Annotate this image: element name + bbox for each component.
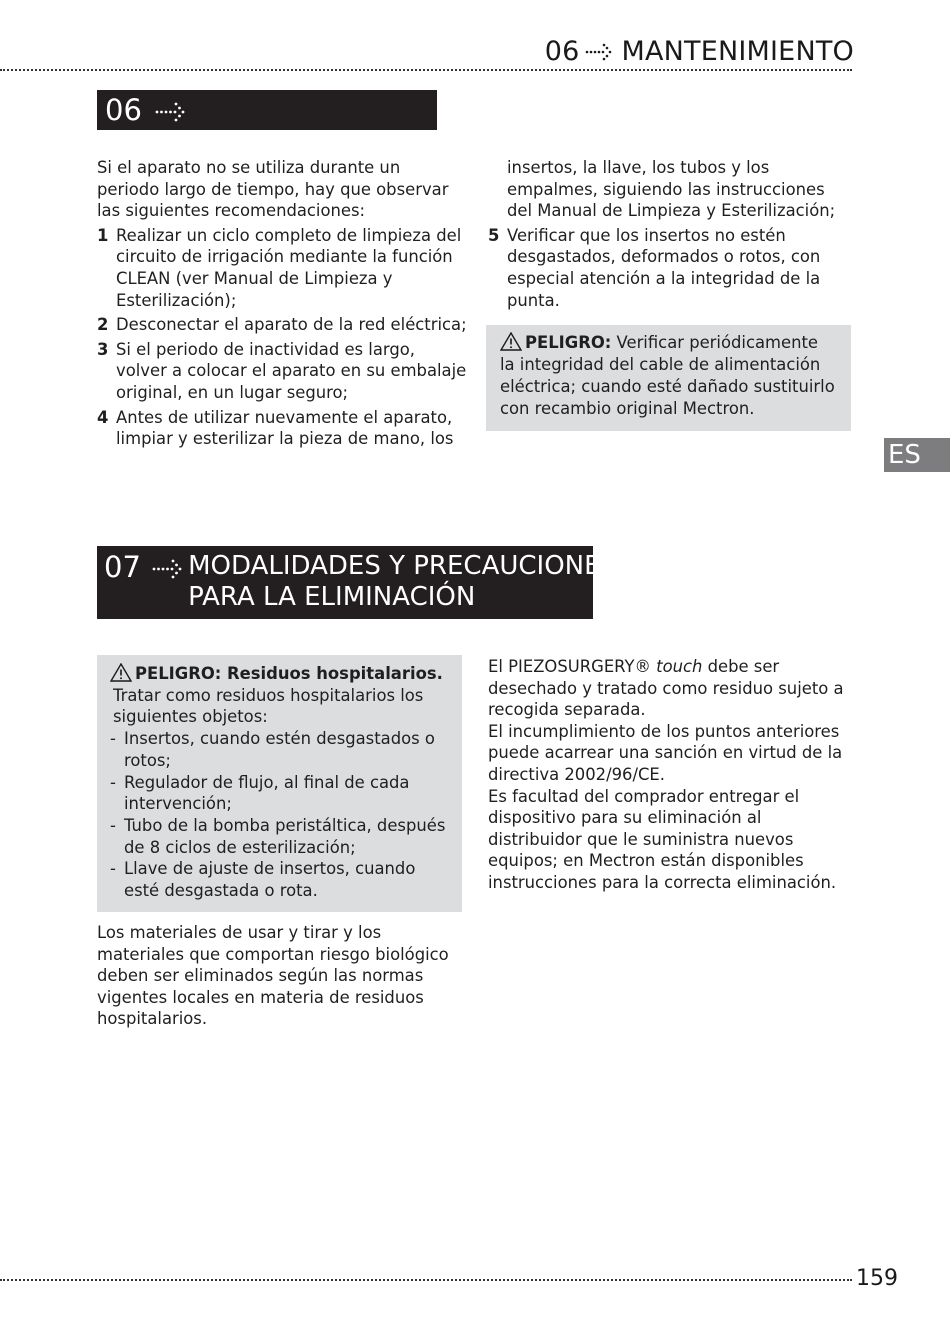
section-06-number: 06: [105, 93, 142, 127]
list-item: - Insertos, cuando estén desgastados o rotos;: [110, 728, 449, 771]
section-06-banner: [97, 90, 437, 159]
running-head: [545, 36, 854, 67]
section-06-left-column: [97, 157, 467, 453]
list-item: 5 Verificar que los insertos no estén desgastados, deformados o rotos, con especial atención a la integridad de la punta.: [488, 225, 821, 310]
paragraph: El PIEZOSURGERY® touch debe ser desechado y tratado como residuo sujeto a recogida separada.: [488, 657, 844, 720]
list-item: 1 Realizar un ciclo completo de limpieza del circuito de irrigación mediante la función CLEAN (ver Manual de Limpieza y Esterilización);: [97, 225, 462, 310]
warning-triangle-icon: [500, 332, 522, 351]
section-07-title-line-1: MODALIDADES Y PRECAUCIONES: [188, 551, 618, 581]
section-07-number: 07: [104, 550, 141, 584]
warning-label: PELIGRO:: [525, 333, 612, 352]
warning-box-hospital-waste: [97, 655, 462, 912]
section-06-title: MANTENIMIENTO: [105, 125, 352, 159]
section-06-right-column: [488, 157, 850, 314]
step-4-continuation: insertos, la llave, los tubos y los empalmes, siguiendo las instrucciones del Manual de Limpieza y Esterilización;: [507, 158, 836, 221]
list-item: 4 Antes de utilizar nuevamente el aparato, limpiar y esterilizar la pieza de mano, los: [97, 407, 454, 449]
list-item: - Regulador de flujo, al final de cada intervención;: [110, 772, 449, 815]
list-item: 3 Si el periodo de inactividad es largo, volver a colocar el aparato en su embalaje original, en un lugar seguro;: [97, 339, 467, 402]
section-07-right-column: [488, 656, 850, 894]
warning-triangle-icon: [110, 663, 132, 682]
section-07-title-line-2: PARA LA ELIMINACIÓN: [188, 582, 476, 612]
maintenance-steps-continued: [488, 225, 850, 311]
page-number: 159: [856, 1266, 898, 1291]
list-item: 2 Desconectar el aparato de la red eléctrica;: [97, 315, 467, 335]
paragraph: El incumplimiento de los puntos anteriores puede acarrear una sanción en virtud de la directiva 2002/96/CE.: [488, 721, 843, 784]
maintenance-steps: [97, 225, 467, 450]
language-tab: ES: [884, 438, 950, 472]
warning-intro: Tratar como residuos hospitalarios los siguientes objetos:: [113, 685, 424, 727]
running-head-number: 06: [544, 36, 580, 67]
warning-text: Verificar periódicamente la integridad del cable de alimentación eléctrica; cuando esté dañado sustituirlo con recambio original Mectron.: [500, 333, 835, 418]
list-item: - Llave de ajuste de insertos, cuando esté desgastada o rota.: [110, 858, 449, 901]
dotted-arrow-icon: [585, 41, 615, 63]
footer-rule: [0, 1279, 852, 1281]
list-item: - Tubo de la bomba peristáltica, después de 8 ciclos de esterilización;: [110, 815, 449, 858]
paragraph: Es facultad del comprador entregar el dispositivo para su eliminación al distribuidor que le suministra nuevos equipos; en Mectron están disponibles instrucciones para la correcta eliminación.: [488, 786, 837, 892]
warning-box-power-cable: [486, 325, 851, 431]
hospital-waste-list: [110, 728, 449, 902]
dotted-arrow-icon: [155, 99, 189, 125]
dotted-arrow-icon: [152, 556, 186, 582]
section-07-banner: [97, 546, 618, 619]
disposal-paragraph: Los materiales de usar y tirar y los materiales que comportan riesgo biológico deben ser eliminados según las normas vigentes locales en materia de residuos hospitalarios.: [97, 923, 449, 1029]
section-06-intro: Si el aparato no se utiliza durante un periodo largo de tiempo, hay que observar las siguientes recomendaciones:: [97, 158, 449, 221]
warning-label: PELIGRO: Residuos hospitalarios.: [135, 664, 443, 683]
header-rule: [0, 69, 852, 71]
running-head-title: MANTENIMIENTO: [621, 36, 854, 67]
